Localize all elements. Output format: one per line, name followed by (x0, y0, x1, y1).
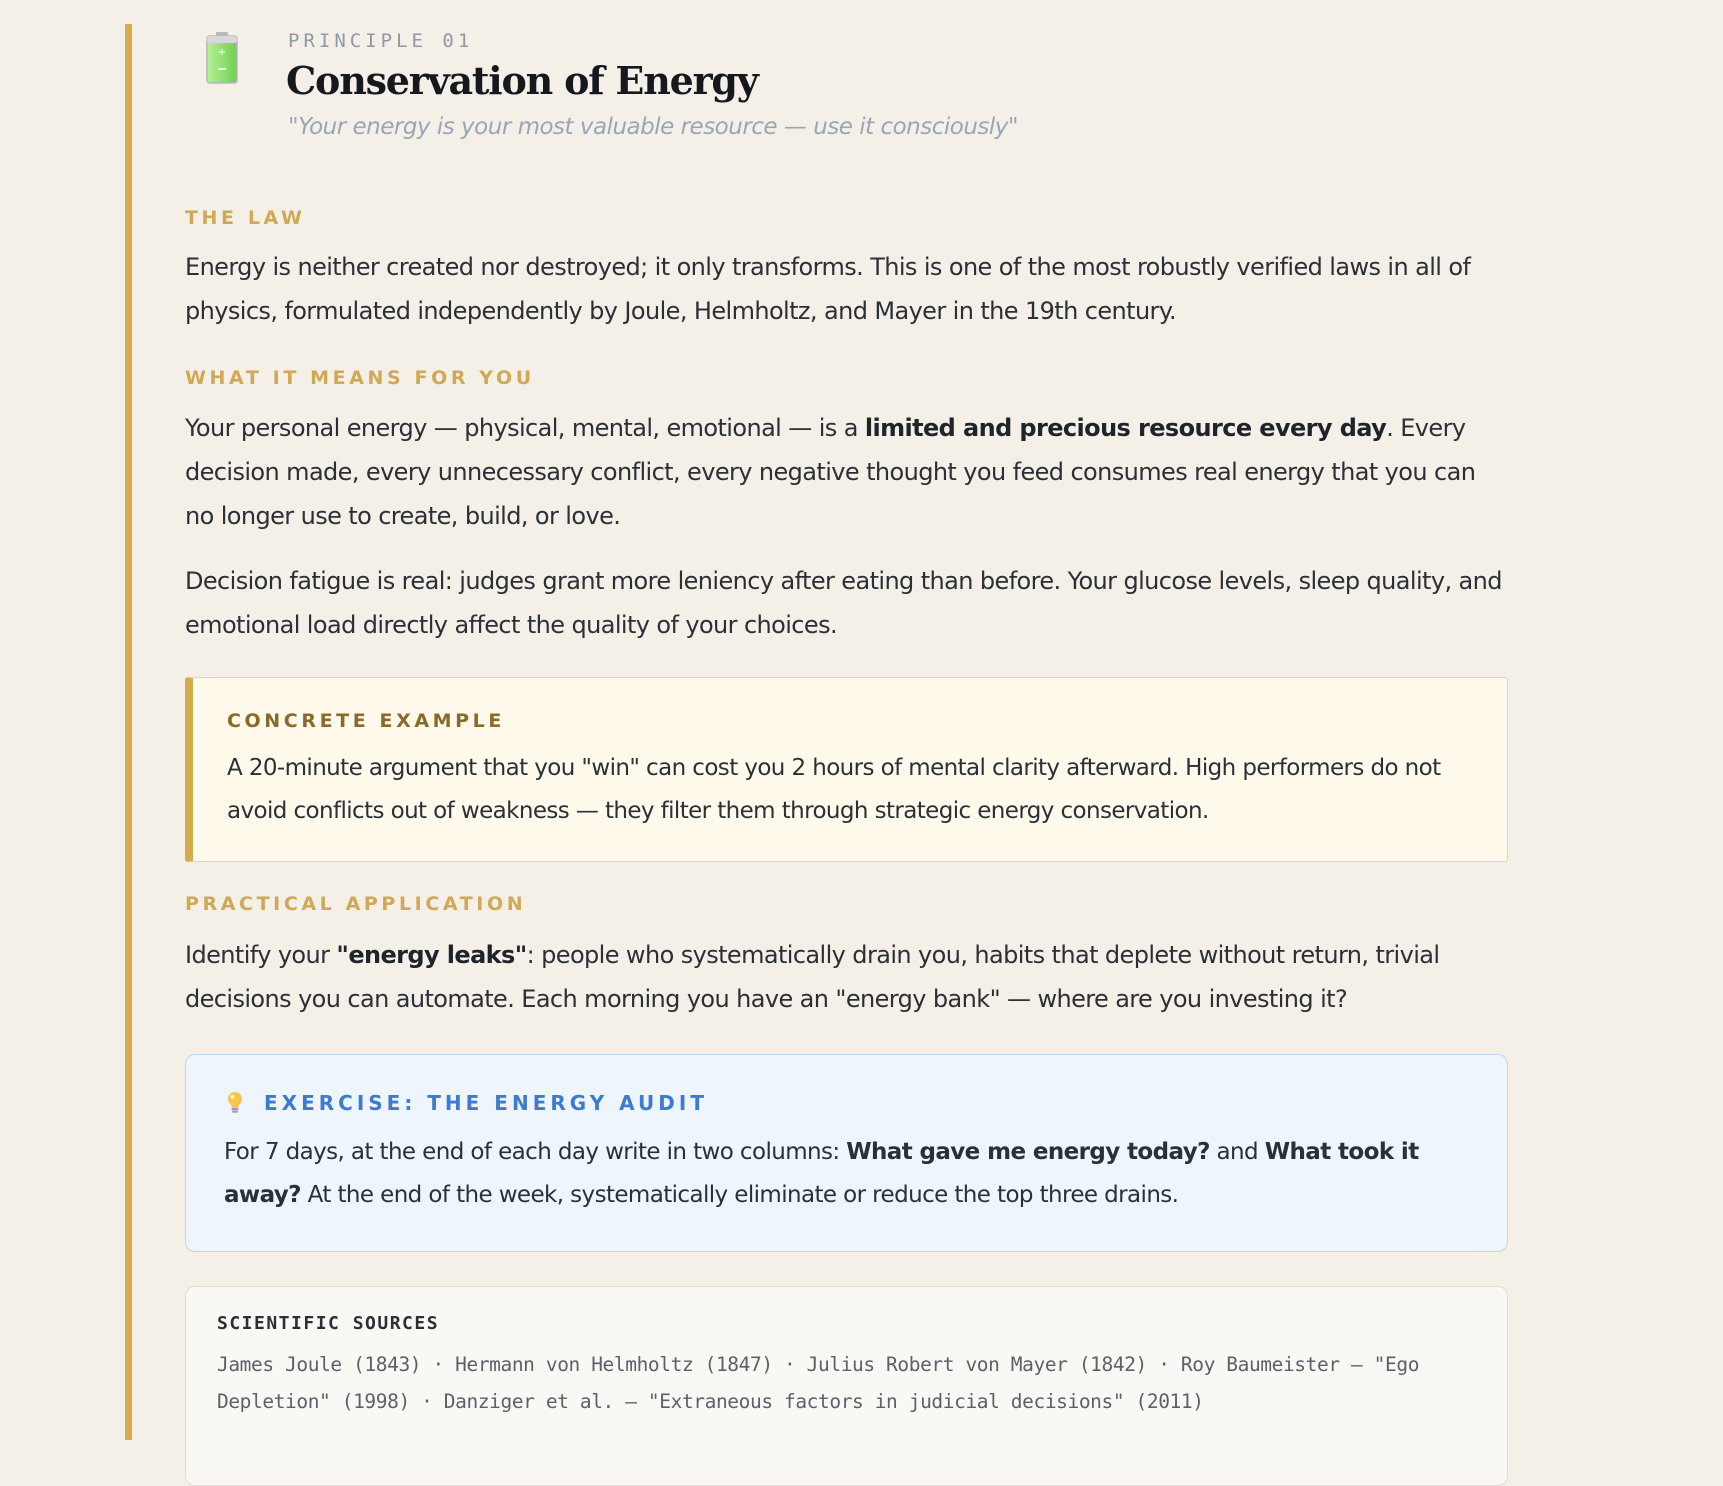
meaning-text-end: . Every decision made, every unnecessary conflict, every negative thought you feed consumes real energy that you can no longer use to create, build, or love. (185, 414, 1476, 530)
section-label-meaning: WHAT IT MEANS FOR YOU (185, 367, 535, 389)
practical-text-end: : people who systematically drain you, habits that deplete without return, trivial decisions you can automate. Each morning you have an "energy bank" — where are you investing it? (185, 941, 1440, 1013)
sources-label: SCIENTIFIC SOURCES (217, 1313, 440, 1334)
principle-number: PRINCIPLE 01 (288, 30, 474, 52)
principle-article (125, 24, 1505, 1440)
exercise-header (226, 1091, 708, 1115)
principle-quote: "Your energy is your most valuable resource — use it consciously" (288, 114, 1018, 140)
exercise-callout (185, 1054, 1508, 1252)
meaning-text-start: Your personal energy — physical, mental, emotional — is a (185, 414, 865, 442)
principle-header (132, 24, 1502, 154)
exercise-text (224, 1131, 1474, 1217)
sources-text: James Joule (1843) · Hermann von Helmholtz (1847) · Julius Robert von Mayer (1842) · Roy Baumeister — "Ego Depletion" (1998) · Danziger et al. — "Extraneous factors in judicial decisions" (2011) (217, 1353, 1420, 1413)
practical-text-start: Identify your (185, 941, 337, 969)
exercise-label: EXERCISE: THE ENERGY AUDIT (264, 1091, 708, 1115)
exercise-question-1: What gave me energy today? (846, 1139, 1210, 1165)
exercise-text-1: For 7 days, at the end of each day write in two columns: (224, 1139, 847, 1165)
section-label-law: THE LAW (185, 207, 306, 229)
meaning-paragraph-2: Decision fatigue is real: judges grant more leniency after eating than before. Your glucose levels, sleep quality, and emotional load directly affect the quality of your choices. (185, 567, 1502, 639)
scientific-sources-box (185, 1286, 1508, 1486)
section-label-practical: PRACTICAL APPLICATION (185, 893, 527, 915)
svg-text:+: + (217, 47, 227, 58)
practical-paragraph (185, 933, 1510, 1021)
exercise-question-2: What took it away? (224, 1139, 1419, 1208)
law-paragraph: Energy is neither created nor destroyed; it only transforms. This is one of the most robustly verified laws in all of physics, formulated independently by Joule, Helmholtz, and Mayer in the 19th century. (185, 253, 1471, 325)
page-title: Conservation of Energy (286, 58, 758, 103)
practical-emphasis: "energy leaks" (336, 941, 527, 969)
exercise-text-3: At the end of the week, systematically eliminate or reduce the top three drains. (300, 1182, 1179, 1208)
battery-icon (206, 32, 238, 84)
example-text: A 20-minute argument that you "win" can cost you 2 hours of mental clarity afterward. High performers do not avoid conflicts out of weakness — they filter them through strategic energy conservation. (227, 755, 1441, 824)
exercise-text-2: and (1209, 1139, 1265, 1165)
lightbulb-icon (226, 1091, 244, 1115)
meaning-paragraph-1 (185, 406, 1510, 538)
concrete-example-callout (185, 677, 1508, 862)
meaning-emphasis: limited and precious resource every day (864, 414, 1387, 442)
example-label: CONCRETE EXAMPLE (227, 710, 505, 732)
